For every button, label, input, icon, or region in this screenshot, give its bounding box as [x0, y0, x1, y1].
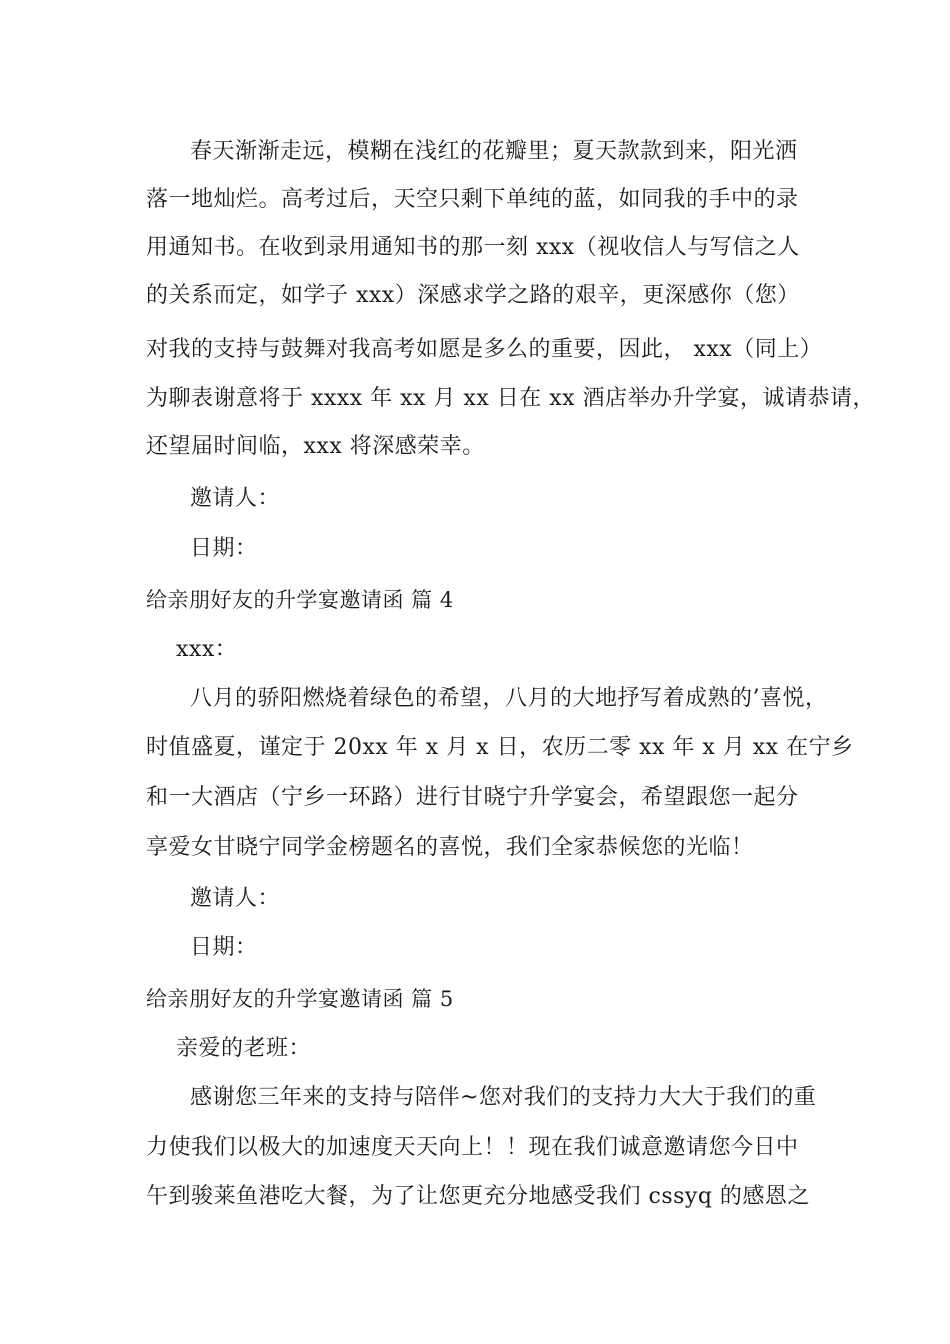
paragraph-line: 力使我们以极大的加速度天天向上！！现在我们诚意邀请您今日中: [146, 1135, 799, 1160]
salutation: xxx：: [176, 637, 238, 662]
section-heading: 给亲朋好友的升学宴邀请函 篇 4: [146, 588, 454, 612]
paragraph-line: 感谢您三年来的支持与陪伴~您对我们的支持力大大于我们的重: [190, 1085, 817, 1110]
paragraph-line: 的关系而定，如学子 xxx）深感求学之路的艰辛，更深感你（您）: [146, 283, 800, 308]
paragraph-line: 午到骏莱鱼港吃大餐，为了让您更充分地感受我们 cssyq 的感恩之: [146, 1184, 810, 1209]
paragraph-line: 为聊表谢意将于 xxxx 年 xx 月 xx 日在 xx 酒店举办升学宴，诚请恭请，: [146, 386, 876, 411]
date-label: 日期：: [190, 935, 258, 960]
paragraph-line: 八月的骄阳燃烧着绿色的希望，八月的大地抒写着成熟的’喜悦，: [190, 686, 828, 711]
inviter-label: 邀请人：: [190, 486, 281, 511]
paragraph-line: 和一大酒店（宁乡一环路）进行甘晓宁升学宴会，希望跟您一起分: [146, 785, 799, 810]
paragraph-line: 用通知书。在收到录用通知书的那一刻 xxx（视收信人与写信之人: [146, 235, 800, 260]
salutation: 亲爱的老班：: [176, 1036, 312, 1061]
inviter-label: 邀请人：: [190, 886, 281, 911]
date-label: 日期：: [190, 536, 258, 561]
paragraph-line: 时值盛夏，谨定于 20xx 年 x 月 x 日，农历二零 xx 年 x 月 xx 在宁乡: [146, 735, 854, 760]
paragraph-line: 落一地灿烂。高考过后，天空只剩下单纯的蓝，如同我的手中的录: [146, 187, 799, 212]
paragraph-line: 春天渐渐走远，模糊在浅红的花瓣里；夏天款款到来，阳光洒: [190, 139, 798, 164]
paragraph-line: 对我的支持与鼓舞对我高考如愿是多么的重要，因此， xxx（同上）: [146, 337, 823, 362]
paragraph-line: 还望届时间临，xxx 将深感荣幸。: [146, 434, 485, 459]
paragraph-line: 享爱女甘晓宁同学金榜题名的喜悦，我们全家恭候您的光临！: [146, 835, 754, 860]
section-heading: 给亲朋好友的升学宴邀请函 篇 5: [146, 987, 454, 1011]
